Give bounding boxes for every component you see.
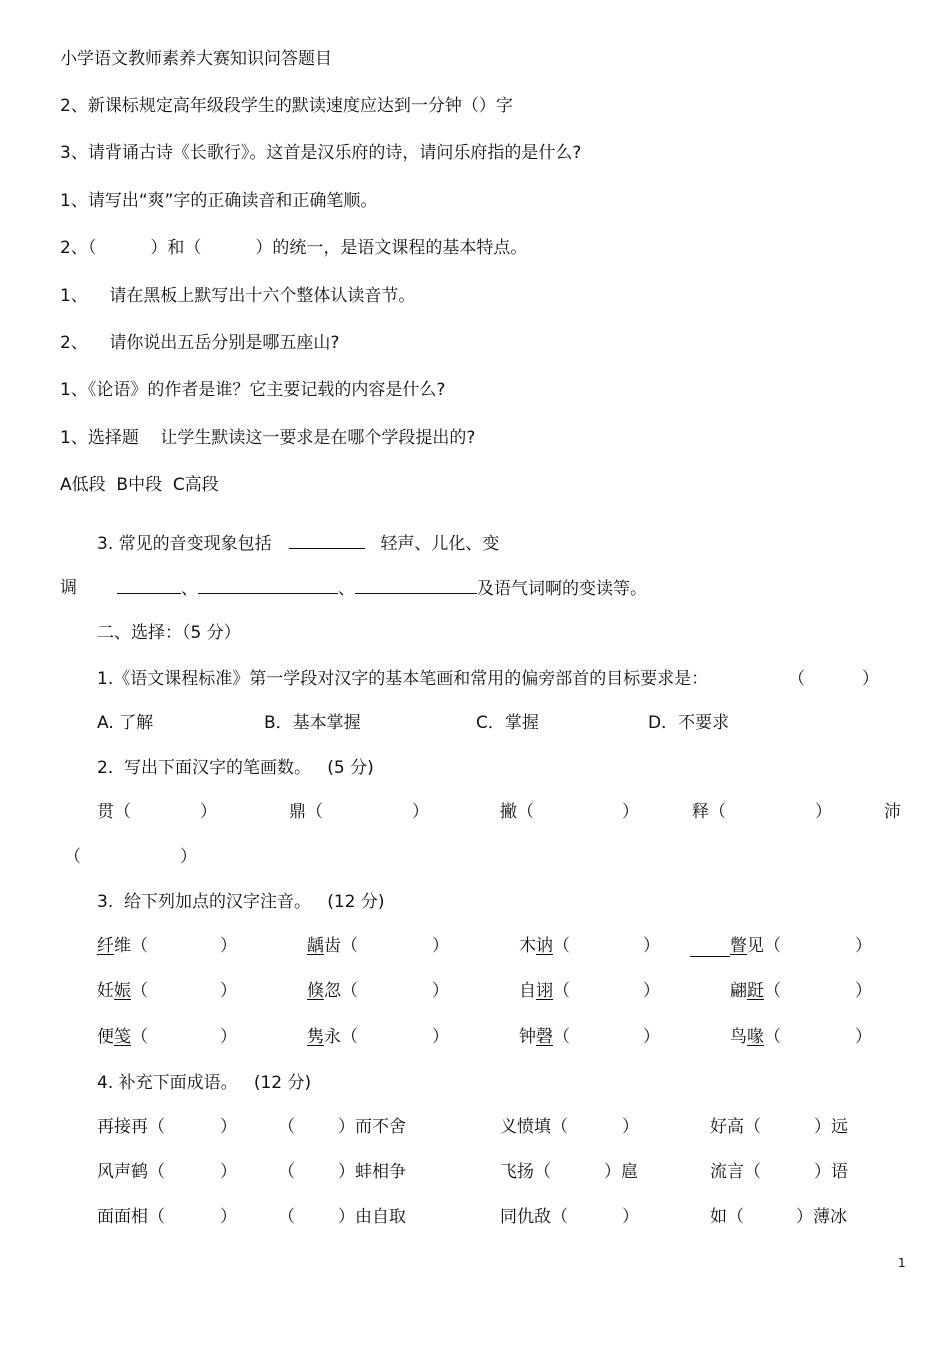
idiom-part: 流言（	[710, 1162, 761, 1182]
sound-change-line2	[117, 577, 647, 600]
question-text: 3、请背诵古诗《长歌行》。这首是汉乐府的诗，请问乐府指的是什么?	[60, 143, 582, 163]
idiom-part: 飞扬（	[500, 1162, 551, 1182]
idiom-part: ）	[220, 1162, 237, 1182]
pinyin-item: 便笺（	[97, 1027, 148, 1047]
idiom-part: ）由自取	[338, 1207, 406, 1227]
pinyin-item: 自诩（	[519, 981, 570, 1001]
fill-blank[interactable]	[289, 532, 365, 549]
stroke-item: 鼎（	[289, 802, 323, 822]
pinyin-item: 倏忽（	[307, 981, 358, 1001]
option-c[interactable]: C．掌握	[476, 713, 539, 733]
idiom-question-title: 4. 补充下面成语。 (12 分)	[97, 1073, 312, 1093]
pinyin-item-close: ）	[432, 1027, 449, 1047]
pinyin-item-close: ）	[643, 981, 660, 1001]
fill-blank[interactable]	[117, 577, 181, 594]
stroke-item-close: ）	[815, 802, 832, 822]
separator: 、	[181, 579, 198, 599]
section-title: 二、选择：（5 分）	[97, 623, 241, 643]
idiom-part: 如（	[710, 1207, 744, 1227]
fill-blank[interactable]	[355, 577, 477, 594]
idiom-part: ）而不舍	[338, 1117, 406, 1137]
pinyin-item: 钟磬（	[519, 1027, 570, 1047]
pinyin-item: 瞥见（	[730, 936, 781, 956]
question-text: 2、 请你说出五岳分别是哪五座山?	[60, 333, 340, 353]
idiom-part: 再接再（	[97, 1117, 165, 1137]
question-text: 1、请写出“爽”字的正确读音和正确笔顺。	[60, 191, 378, 211]
pinyin-item-close: ）	[432, 981, 449, 1001]
question-text: 2、（ ）和（ ）的统一，是语文课程的基本特点。	[60, 238, 528, 258]
idiom-part: ）远	[814, 1117, 848, 1137]
sound-change-text: 轻声、儿化、变	[380, 534, 500, 554]
pinyin-item: 龋齿（	[307, 936, 358, 956]
stroke-item-close: ）	[200, 802, 217, 822]
pinyin-item-close: ）	[220, 936, 237, 956]
pinyin-item-close: ）	[220, 1027, 237, 1047]
mc-question-stem: 1.《语文课程标准》第一学段对汉字的基本笔画和常用的偏旁部首的目标要求是：	[97, 669, 709, 689]
pinyin-item-close: ）	[220, 981, 237, 1001]
idiom-part: ）	[622, 1117, 639, 1137]
fill-blank[interactable]	[198, 577, 338, 594]
pinyin-item: 鸟喙（	[730, 1027, 781, 1047]
pinyin-item-close: ）	[643, 1027, 660, 1047]
idiom-part: 义愤填（	[500, 1117, 568, 1137]
pinyin-item-close: ）	[855, 981, 872, 1001]
stroke-item: 贯（	[97, 802, 131, 822]
pinyin-item-close: ）	[432, 936, 449, 956]
sound-change-text: 3. 常见的音变现象包括	[97, 534, 272, 554]
pinyin-question-title: 3. 给下列加点的汉字注音。 (12 分)	[97, 892, 385, 912]
idiom-part: ）扈	[604, 1162, 638, 1182]
sound-change-text: 及语气词啊的变读等。	[477, 579, 647, 599]
pinyin-item: 翩跹（	[730, 981, 781, 1001]
pinyin-item: 纤维（	[97, 936, 148, 956]
answer-options: A低段 B中段 C高段	[60, 475, 219, 495]
page-number: 1	[898, 1256, 906, 1270]
idiom-part: （	[278, 1207, 295, 1227]
pinyin-item-close: ）	[855, 936, 872, 956]
stroke-item-close: ）	[622, 802, 639, 822]
pinyin-item: 妊娠（	[97, 981, 148, 1001]
sound-change-line1	[97, 532, 499, 555]
option-b[interactable]: B．基本掌握	[264, 713, 361, 733]
answer-paren-open: （	[788, 669, 805, 689]
answer-paren-close: ）	[862, 669, 879, 689]
pinyin-item: 木讷（	[519, 936, 570, 956]
question-text: 1、 请在黑板上默写出十六个整体认读音节。	[60, 286, 416, 306]
idiom-part: ）	[220, 1117, 237, 1137]
option-a[interactable]: A. 了解	[97, 713, 154, 733]
idiom-part: 同仇敌（	[500, 1207, 568, 1227]
pinyin-item-close: ）	[643, 936, 660, 956]
idiom-part: 好高（	[710, 1117, 761, 1137]
question-text: 1、选择题 让学生默读这一要求是在哪个学段提出的?	[60, 428, 476, 448]
idiom-part: ）	[220, 1207, 237, 1227]
pinyin-item: 隽永（	[307, 1027, 358, 1047]
option-d[interactable]: D．不要求	[648, 713, 730, 733]
stroke-item-close: ）	[412, 802, 429, 822]
idiom-part: ）薄冰	[796, 1207, 847, 1227]
separator: 、	[338, 579, 355, 599]
stroke-item: 撇（	[500, 802, 534, 822]
idiom-part: ）	[622, 1207, 639, 1227]
document-title: 小学语文教师素养大赛知识问答题目	[60, 49, 332, 69]
stroke-question-title: 2. 写出下面汉字的笔画数。 (5 分)	[97, 758, 374, 778]
stroke-item: 沛	[884, 802, 901, 822]
stroke-item: 释（	[692, 802, 726, 822]
stroke-item-wrap-open: （	[64, 847, 81, 867]
question-text: 1、《论语》的作者是谁？它主要记载的内容是什么?	[60, 380, 446, 400]
idiom-part: ）蚌相争	[338, 1162, 406, 1182]
idiom-part: （	[278, 1162, 295, 1182]
idiom-part: 风声鹤（	[97, 1162, 165, 1182]
underline-mark	[690, 940, 730, 957]
question-text: 2、新课标规定高年级段学生的默读速度应达到一分钟（）字	[60, 96, 513, 116]
tone-label: 调	[60, 578, 77, 598]
idiom-part: （	[278, 1117, 295, 1137]
idiom-part: ）语	[814, 1162, 848, 1182]
idiom-part: 面面相（	[97, 1207, 165, 1227]
pinyin-item-close: ）	[855, 1027, 872, 1047]
stroke-item-wrap-close: ）	[180, 847, 197, 867]
